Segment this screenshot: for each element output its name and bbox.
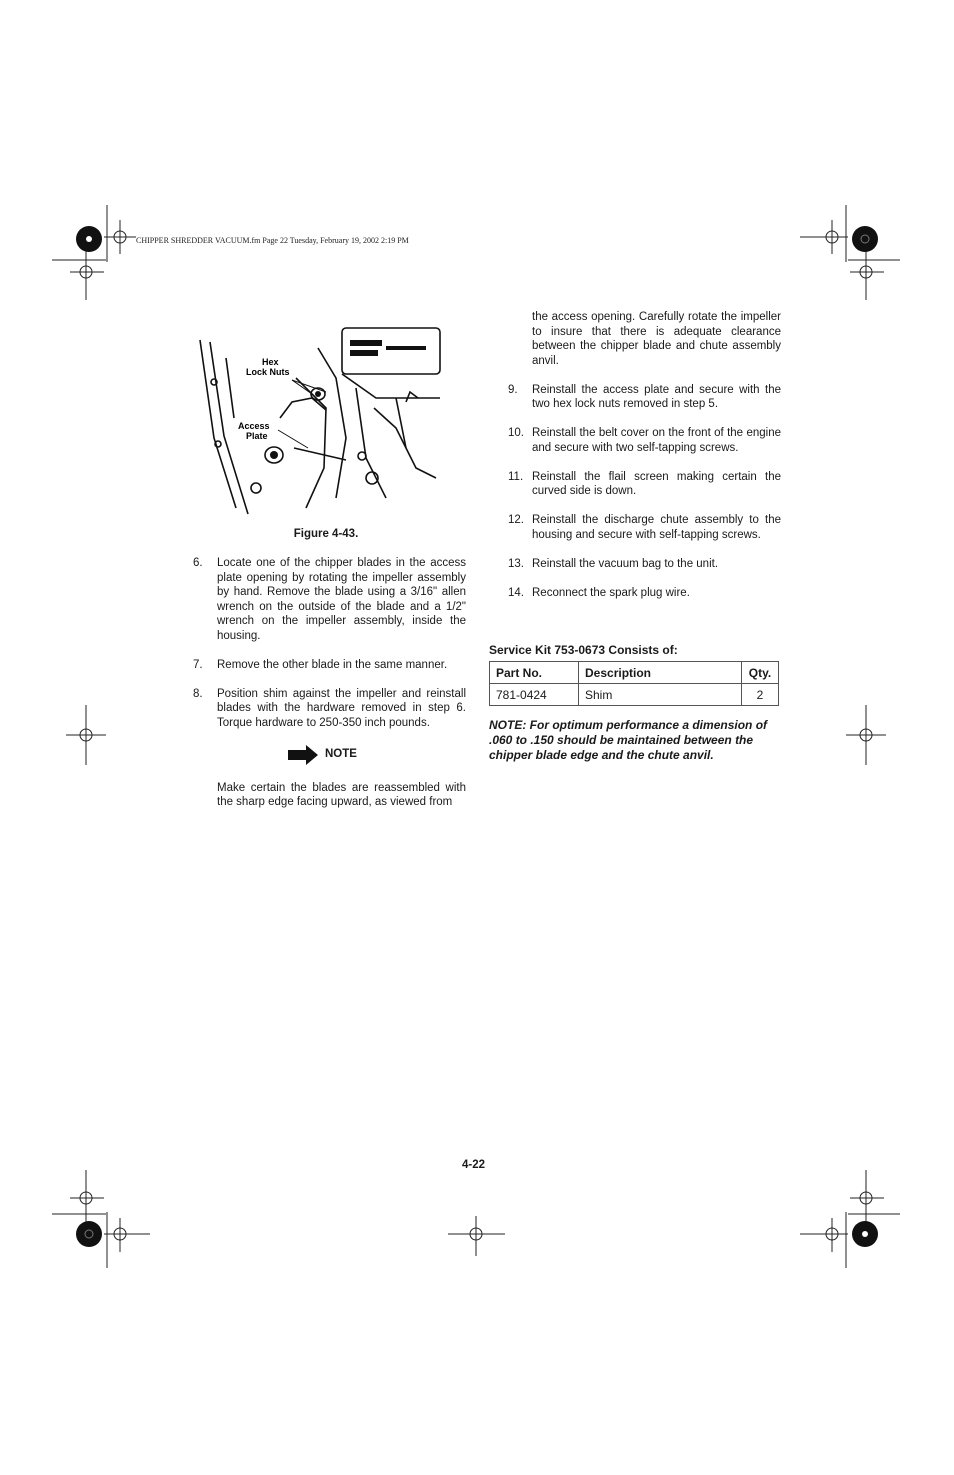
step-9: 9. Reinstall the access plate and secure with the two hex lock nuts removed in step 5. [508, 383, 781, 410]
cell-description: Shim [579, 684, 742, 706]
page-number: 4-22 [462, 1159, 486, 1171]
step-6: 6. Locate one of the chipper blades in the access plate opening by rotating the impeller assembly by hand. Remove the blade using a 3/16" allen wrench on the outside of the blade and a 1/2" wrench on the impeller assembly, inside the housing. [193, 557, 466, 642]
header-part-no: Part No. [490, 662, 579, 684]
step-8: 8. Position shim against the impeller and reinstall blades with the hardware removed in step 6. Torque hardware to 250-350 inch pounds. [193, 687, 466, 729]
header-qty: Qty. [742, 662, 779, 684]
table-header-row [490, 662, 779, 684]
callout-lock-nuts: Lock Nuts [246, 367, 290, 377]
note-heading [193, 745, 466, 773]
service-kit-table [489, 661, 779, 706]
step-14: 14. Reconnect the spark plug wire. [508, 586, 690, 599]
step-10: 10. Reinstall the belt cover on the front of the engine and secure with two self-tapping screws. [508, 427, 781, 454]
figure-caption: Figure 4-43. [293, 528, 359, 540]
step-13: 13. Reinstall the vacuum bag to the unit. [508, 557, 719, 570]
header-description: Description [579, 662, 742, 684]
note-text: Make certain the blades are reassembled with the sharp edge facing upward, as viewed from [217, 781, 466, 808]
cell-part-no: 781-0424 [490, 684, 579, 706]
service-kit-title: Service Kit 753-0673 Consists of: [489, 643, 678, 657]
cell-qty: 2 [742, 684, 779, 706]
right-column [508, 310, 781, 615]
step-8-continuation: the access opening. Carefully rotate the impeller to insure that there is adequate clearance between the chipper blade and chute assembly anvil. [532, 311, 781, 367]
arrow-right-icon [288, 745, 318, 765]
table-row [490, 684, 779, 706]
callout-hex: Hex [262, 357, 279, 367]
note-label: NOTE [325, 747, 357, 760]
callout-plate: Plate [246, 431, 268, 441]
performance-note: NOTE: For optimum performance a dimension of .060 to .150 should be maintained between the chipper blade edge and the chute anvil. [489, 718, 768, 762]
step-12: 12. Reinstall the discharge chute assembly to the housing and secure with self-tapping screws. [508, 514, 781, 541]
file-header: CHIPPER SHREDDER VACUUM.fm Page 22 Tuesday, February 19, 2002 2:19 PM [136, 236, 409, 245]
step-7: 7. Remove the other blade in the same manner. [193, 658, 448, 671]
chipper-blade-access-figure [196, 318, 442, 524]
left-column [193, 556, 466, 824]
step-11: 11. Reinstall the flail screen making certain the curved side is down. [508, 470, 781, 497]
callout-access: Access [238, 421, 270, 431]
